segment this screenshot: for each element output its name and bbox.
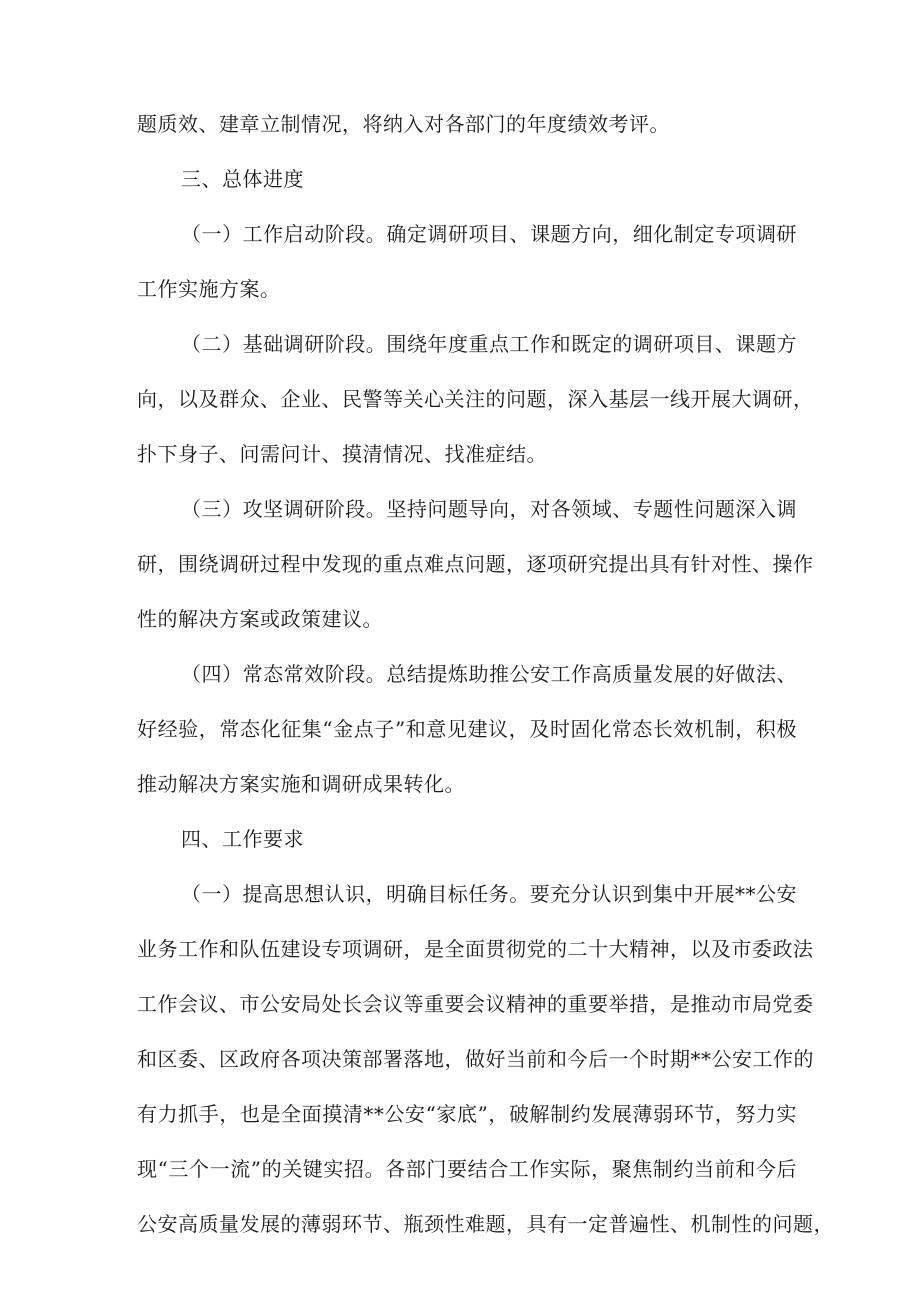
paragraph-line: 有力抓手，也是全面摸清**公安“家底”，破解制约发展薄弱环节，努力实 xyxy=(137,1102,797,1126)
document-body xyxy=(137,112,834,1267)
paragraph-line: （四）常态常效阶段。总结提炼助推公安工作高质量发展的好做法、 xyxy=(181,662,797,686)
paragraph-line: 业务工作和队伍建设专项调研，是全面贯彻党的二十大精神，以及市委政法 xyxy=(137,937,814,961)
paragraph-line: 推动解决方案实施和调研成果转化。 xyxy=(137,772,465,796)
paragraph-line: 好经验，常态化征集“金点子”和意见建议，及时固化常态长效机制，积极 xyxy=(137,717,797,741)
paragraph-line: 扑下身子、问需问计、摸清情况、找准症结。 xyxy=(137,442,547,466)
paragraph-line: 和区委、区政府各项决策部署落地，做好当前和今后一个时期**公安工作的 xyxy=(137,1047,814,1071)
paragraph-line: （一）工作启动阶段。确定调研项目、课题方向，细化制定专项调研 xyxy=(181,222,797,246)
paragraph-line: 性的解决方案或政策建议。 xyxy=(137,607,383,631)
section-heading: 四、工作要求 xyxy=(181,827,304,851)
paragraph-line: （一）提高思想认识，明确目标任务。要充分认识到集中开展**公安 xyxy=(181,882,797,906)
paragraph-line: 题质效、建章立制情况，将纳入对各部门的年度绩效考评。 xyxy=(137,112,670,136)
section-heading: 三、总体进度 xyxy=(181,167,304,191)
paragraph-line: 研，围绕调研过程中发现的重点难点问题，逐项研究提出具有针对性、操作 xyxy=(137,552,814,576)
paragraph-line: 现“三个一流”的关键实招。各部门要结合工作实际，聚焦制约当前和今后 xyxy=(137,1157,797,1181)
paragraph-line: 工作会议、市公安局处长会议等重要会议精神的重要举措，是推动市局党委 xyxy=(137,992,814,1016)
paragraph-line: 公安高质量发展的薄弱环节、瓶颈性难题，具有一定普遍性、机制性的问题， xyxy=(137,1212,834,1236)
paragraph-line: 工作实施方案。 xyxy=(137,277,281,301)
paragraph-line: （三）攻坚调研阶段。坚持问题导向，对各领域、专题性问题深入调 xyxy=(181,497,797,521)
paragraph-line: 向，以及群众、企业、民警等关心关注的问题，深入基层一线开展大调研， xyxy=(137,387,814,411)
paragraph-line: （二）基础调研阶段。围绕年度重点工作和既定的调研项目、课题方 xyxy=(181,332,797,356)
